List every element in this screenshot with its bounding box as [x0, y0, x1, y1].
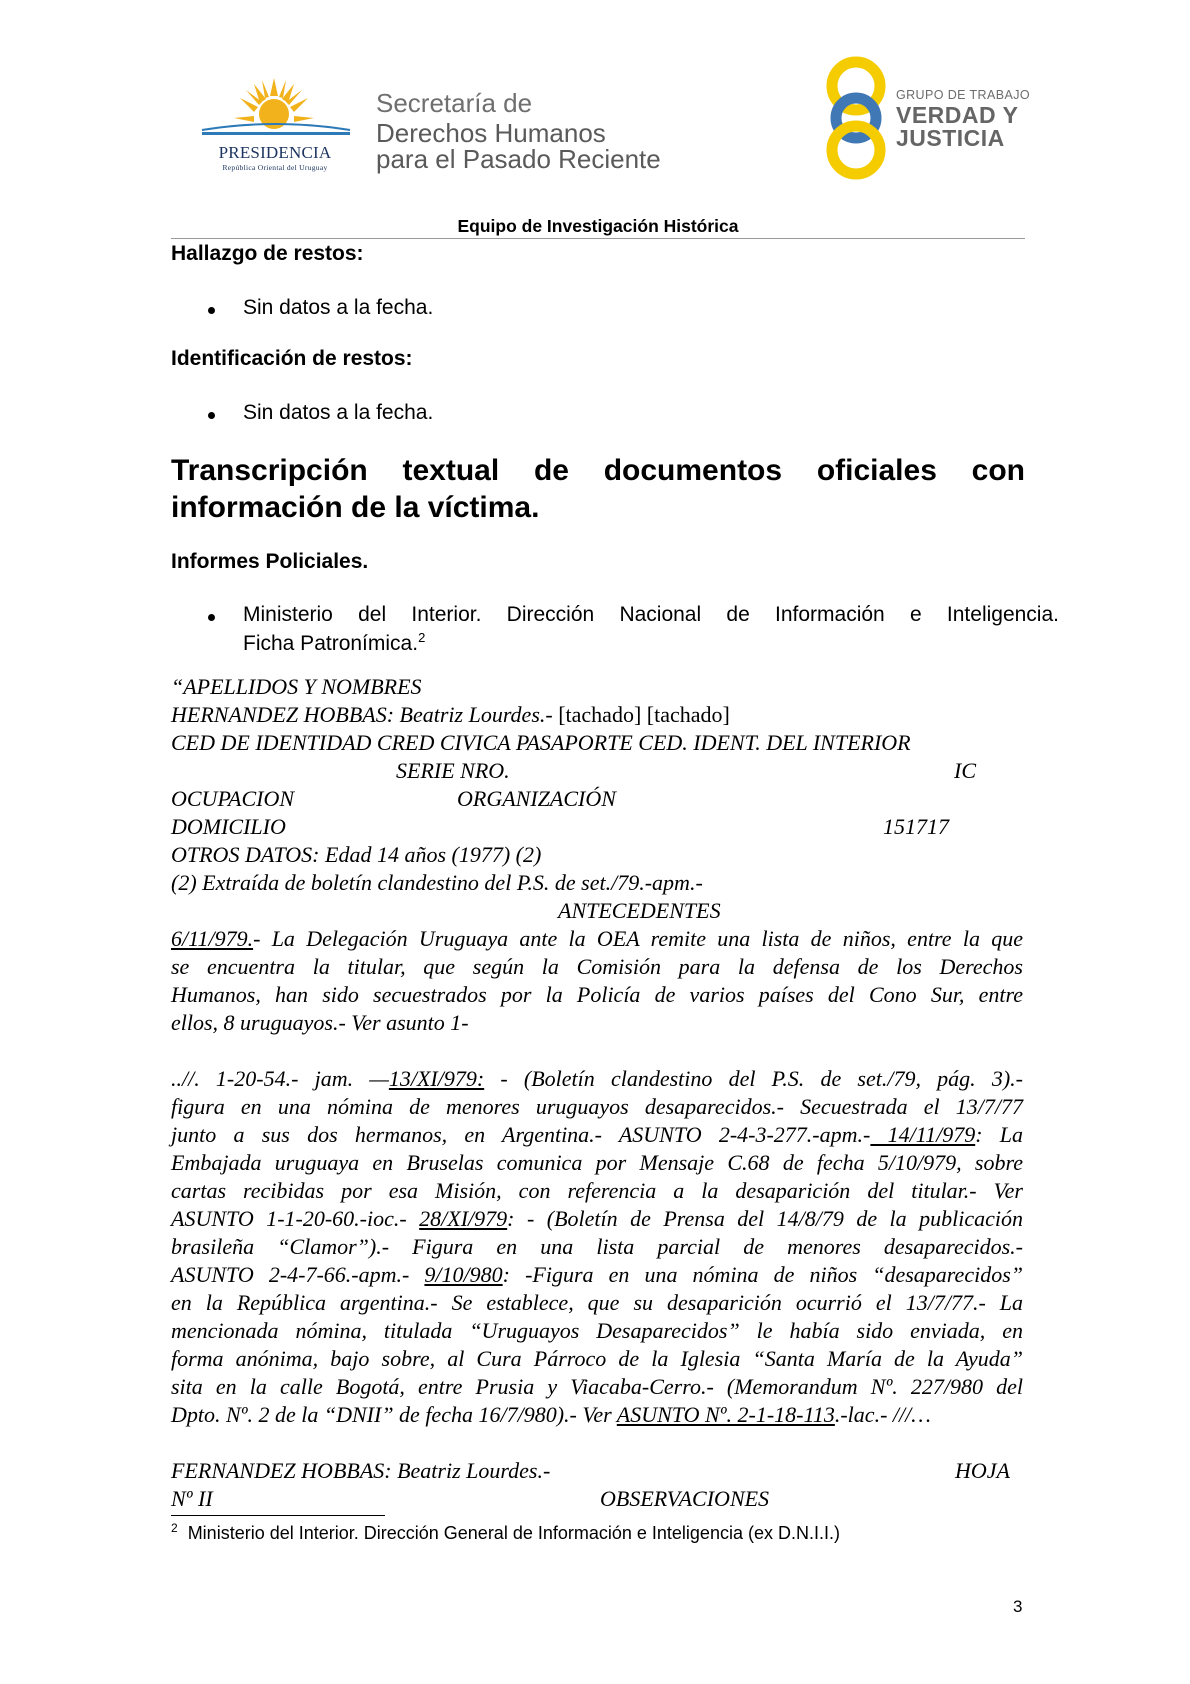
antecedente-line: Humanos, han sido secuestrados por la Policía de varios países del Cono Sur, entre — [171, 982, 1023, 1007]
antecedente-date: 13/XI/979: — [388, 1066, 485, 1091]
informes-item-line1: Ministerio del Interior. Dirección Nacional de Información e Inteligencia. — [243, 603, 1059, 626]
ficha-line: OTROS DATOS: Edad 14 años (1977) (2) — [171, 842, 542, 867]
footnote-rule — [171, 1515, 385, 1516]
presidencia-subtitle: República Oriental del Uruguay — [222, 163, 328, 172]
ficha-ic: IC — [954, 758, 976, 783]
antecedente-text: Dpto. Nº. 2 de la “DNII” de fecha 16/7/980).- Ver — [171, 1402, 617, 1427]
antecedente-text: - (Boletín clandestino del P.S. de set./79, pág. 3).- — [484, 1066, 1024, 1091]
footnote-text: Ministerio del Interior. Dirección General de Información e Inteligencia (ex D.N.I.I.) — [187, 1523, 840, 1543]
antecedente-line: forma anónima, bajo sobre, al Cura Párroco de la Iglesia “Santa María de la Ayuda” — [171, 1346, 1023, 1371]
footnote — [171, 1523, 840, 1544]
team-header: Equipo de Investigación Histórica — [457, 216, 739, 236]
antecedente-line: figura en una nómina de menores uruguayos desaparecidos.- Secuestrada el 13/7/77 — [171, 1094, 1023, 1119]
antecedente-text: junto a sus dos hermanos, en Argentina.- ASUNTO 2-4-3-277.-apm.- — [171, 1122, 871, 1147]
ficha-organizacion: ORGANIZACIÓN — [457, 786, 616, 811]
antecedente-text: - La Delegación Uruguaya ante la OEA remite una lista de niños, entre la que — [253, 926, 1023, 951]
antecedente-date: 14/11/979 — [870, 1122, 976, 1147]
ficha-line: “APELLIDOS Y NOMBRES — [171, 674, 422, 699]
antecedente-line — [171, 1261, 1023, 1289]
informes-item-line2 — [243, 630, 425, 656]
footnote-number: 2 — [171, 1521, 178, 1535]
presidencia-wordmark: PRESIDENCIA — [218, 143, 332, 162]
verdad-y-label: VERDAD Y — [896, 102, 1019, 128]
antecedente-line: mencionada nómina, titulada “Uruguayos Desaparecidos” le había sido enviada, en — [171, 1318, 1023, 1343]
bullet-icon — [208, 307, 215, 314]
antecedente-line — [171, 1205, 1023, 1233]
antecedente-line — [171, 925, 1023, 953]
ficha-line: (2) Extraída de boletín clandestino del P.S. de set./79.-apm.- — [171, 870, 703, 895]
hallazgo-item: Sin datos a la fecha. — [243, 296, 434, 319]
informes-heading: Informes Policiales. — [171, 550, 369, 573]
antecedente-date: 28/XI/979 — [419, 1206, 508, 1231]
identificacion-heading: Identificación de restos: — [171, 347, 413, 370]
ficha-number: 151717 — [883, 814, 949, 839]
ficha-ocupacion: OCUPACION — [171, 786, 295, 811]
antecedente-text: ASUNTO 2-4-7-66.-apm.- — [171, 1262, 425, 1287]
antecedente-line — [171, 1121, 1023, 1149]
hallazgo-heading: Hallazgo de restos: — [171, 242, 364, 265]
hoja-number: Nº II — [171, 1486, 213, 1511]
ficha-name: HERNANDEZ HOBBAS: Beatriz Lourdes.- — [171, 702, 553, 727]
antecedente-line: sita en la calle Bogotá, entre Prusia y Viacaba-Cerro.- (Memorandum Nº. 227/980 del — [171, 1374, 1023, 1399]
antecedente-text: .-lac.- ///… — [834, 1402, 931, 1427]
secretaria-line-1: Secretaría de — [376, 88, 533, 118]
antecedente-line: cartas recibidas por esa Misión, con referencia a la desaparición del titular.- Ver — [171, 1178, 1023, 1203]
antecedentes-heading: ANTECEDENTES — [558, 898, 721, 923]
secretaria-line-2: Derechos Humanos — [376, 118, 606, 148]
antecedente-text: : -Figura en una nómina de niños “desaparecidos” — [502, 1262, 1023, 1287]
asunto-reference: ASUNTO Nº. 2-1-18-113 — [616, 1402, 835, 1427]
antecedente-line: brasileña “Clamor”).- Figura en una lista parcial de menores desaparecidos.- — [171, 1234, 1023, 1259]
ficha-serie-nro: SERIE NRO. — [396, 758, 510, 783]
ficha-domicilio: DOMICILIO — [171, 814, 286, 839]
ficha-name-footer: FERNANDEZ HOBBAS: Beatriz Lourdes.- — [171, 1458, 551, 1483]
bullet-icon — [208, 614, 215, 621]
antecedente-line: en la República argentina.- Se establece, que su desaparición ocurrió el 13/7/77.- La — [171, 1290, 1023, 1315]
grupo-de-trabajo-label: GRUPO DE TRABAJO — [896, 88, 1030, 102]
observaciones-heading: OBSERVACIONES — [600, 1486, 770, 1511]
antecedente-line: se encuentra la titular, que según la Comisión para la defensa de los Derechos — [171, 954, 1023, 979]
antecedente-text: : La — [975, 1122, 1024, 1147]
identificacion-item: Sin datos a la fecha. — [243, 401, 434, 424]
ficha-line: CED DE IDENTIDAD CRED CIVICA PASAPORTE CED. IDENT. DEL INTERIOR — [171, 730, 911, 755]
antecedente-line: ellos, 8 uruguayos.- Ver asunto 1- — [171, 1010, 469, 1035]
antecedente-line — [171, 1065, 1023, 1093]
footnote-ref: 2 — [418, 630, 426, 645]
antecedente-line: Embajada uruguaya en Bruselas comunica por Mensaje C.68 de fecha 5/10/979, sobre — [171, 1150, 1023, 1175]
justicia-label: JUSTICIA — [896, 125, 1005, 151]
header-rule — [171, 238, 1025, 239]
transcripcion-heading: Transcripción textual de documentos oficiales con información de la víctima. — [171, 454, 1025, 524]
antecedente-text: ASUNTO 1-1-20-60.-ioc.- — [171, 1206, 420, 1231]
hoja-label: HOJA — [955, 1458, 1010, 1483]
informes-item-text: Ficha Patronímica. — [243, 632, 419, 655]
antecedente-line — [171, 1401, 931, 1429]
secretaria-line-3: para el Pasado Reciente — [376, 144, 661, 174]
ficha-name-line — [171, 701, 730, 729]
antecedente-text: : - (Boletín de Prensa del 14/8/79 de la publicación — [507, 1206, 1024, 1231]
antecedente-date: 6/11/979. — [171, 926, 254, 951]
page-number: 3 — [1013, 1597, 1023, 1616]
bullet-icon — [208, 412, 215, 419]
tachado-marks: [tachado] [tachado] — [552, 702, 730, 727]
antecedente-date: 9/10/980 — [424, 1262, 503, 1287]
antecedente-text: ..//. 1-20-54.- jam. — — [171, 1066, 389, 1091]
